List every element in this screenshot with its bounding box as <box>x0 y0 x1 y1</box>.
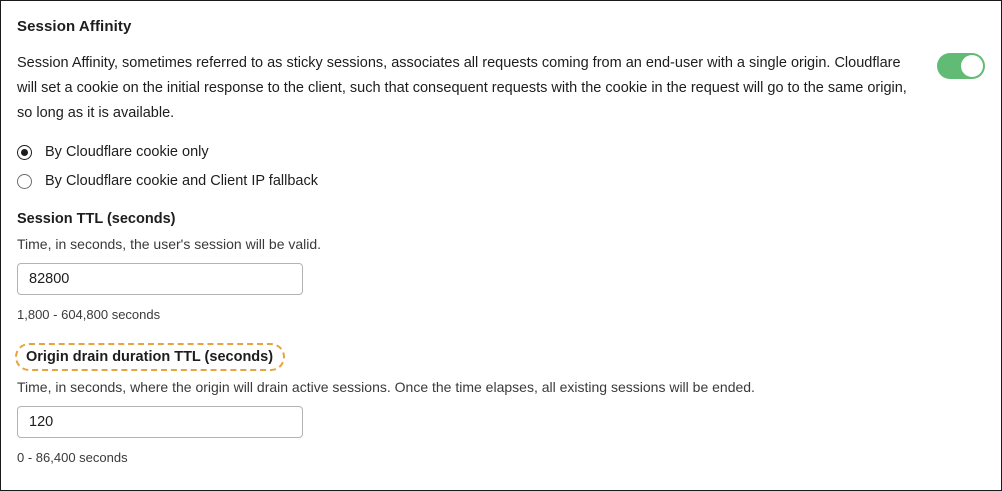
section-description: Session Affinity, sometimes referred to as sticky sessions, associates all requests coming from an end-user with a single origin. Cloudflare will set a cookie on the initial response to the client, such that consequent requests with the cookie in the request will go to the same origin, so long as it is available. <box>17 55 907 121</box>
origin-drain-ttl-label-highlight <box>17 344 283 370</box>
radio-option-cookie-and-ip[interactable] <box>17 173 318 189</box>
origin-drain-ttl-input[interactable] <box>17 406 303 438</box>
radio-icon <box>17 174 32 189</box>
origin-drain-ttl-help: Time, in seconds, where the origin will drain active sessions. Once the time elapses, all existing sessions will be ended. <box>17 379 755 395</box>
session-ttl-label: Session TTL (seconds) <box>17 211 176 227</box>
page-title: Session Affinity <box>17 18 132 35</box>
origin-drain-ttl-label: Origin drain duration TTL (seconds) <box>26 349 274 365</box>
radio-label: By Cloudflare cookie only <box>45 144 209 160</box>
session-ttl-range: 1,800 - 604,800 seconds <box>17 307 161 322</box>
radio-option-cookie-only[interactable] <box>17 144 209 160</box>
session-affinity-toggle[interactable] <box>937 53 985 79</box>
panel-content <box>1 1 1001 490</box>
session-ttl-input[interactable] <box>17 263 303 295</box>
session-ttl-help: Time, in seconds, the user's session will be valid. <box>17 236 322 252</box>
toggle-knob <box>961 55 983 77</box>
origin-drain-ttl-range: 0 - 86,400 seconds <box>17 450 128 465</box>
radio-icon <box>17 145 32 160</box>
radio-label: By Cloudflare cookie and Client IP fallback <box>45 173 318 189</box>
